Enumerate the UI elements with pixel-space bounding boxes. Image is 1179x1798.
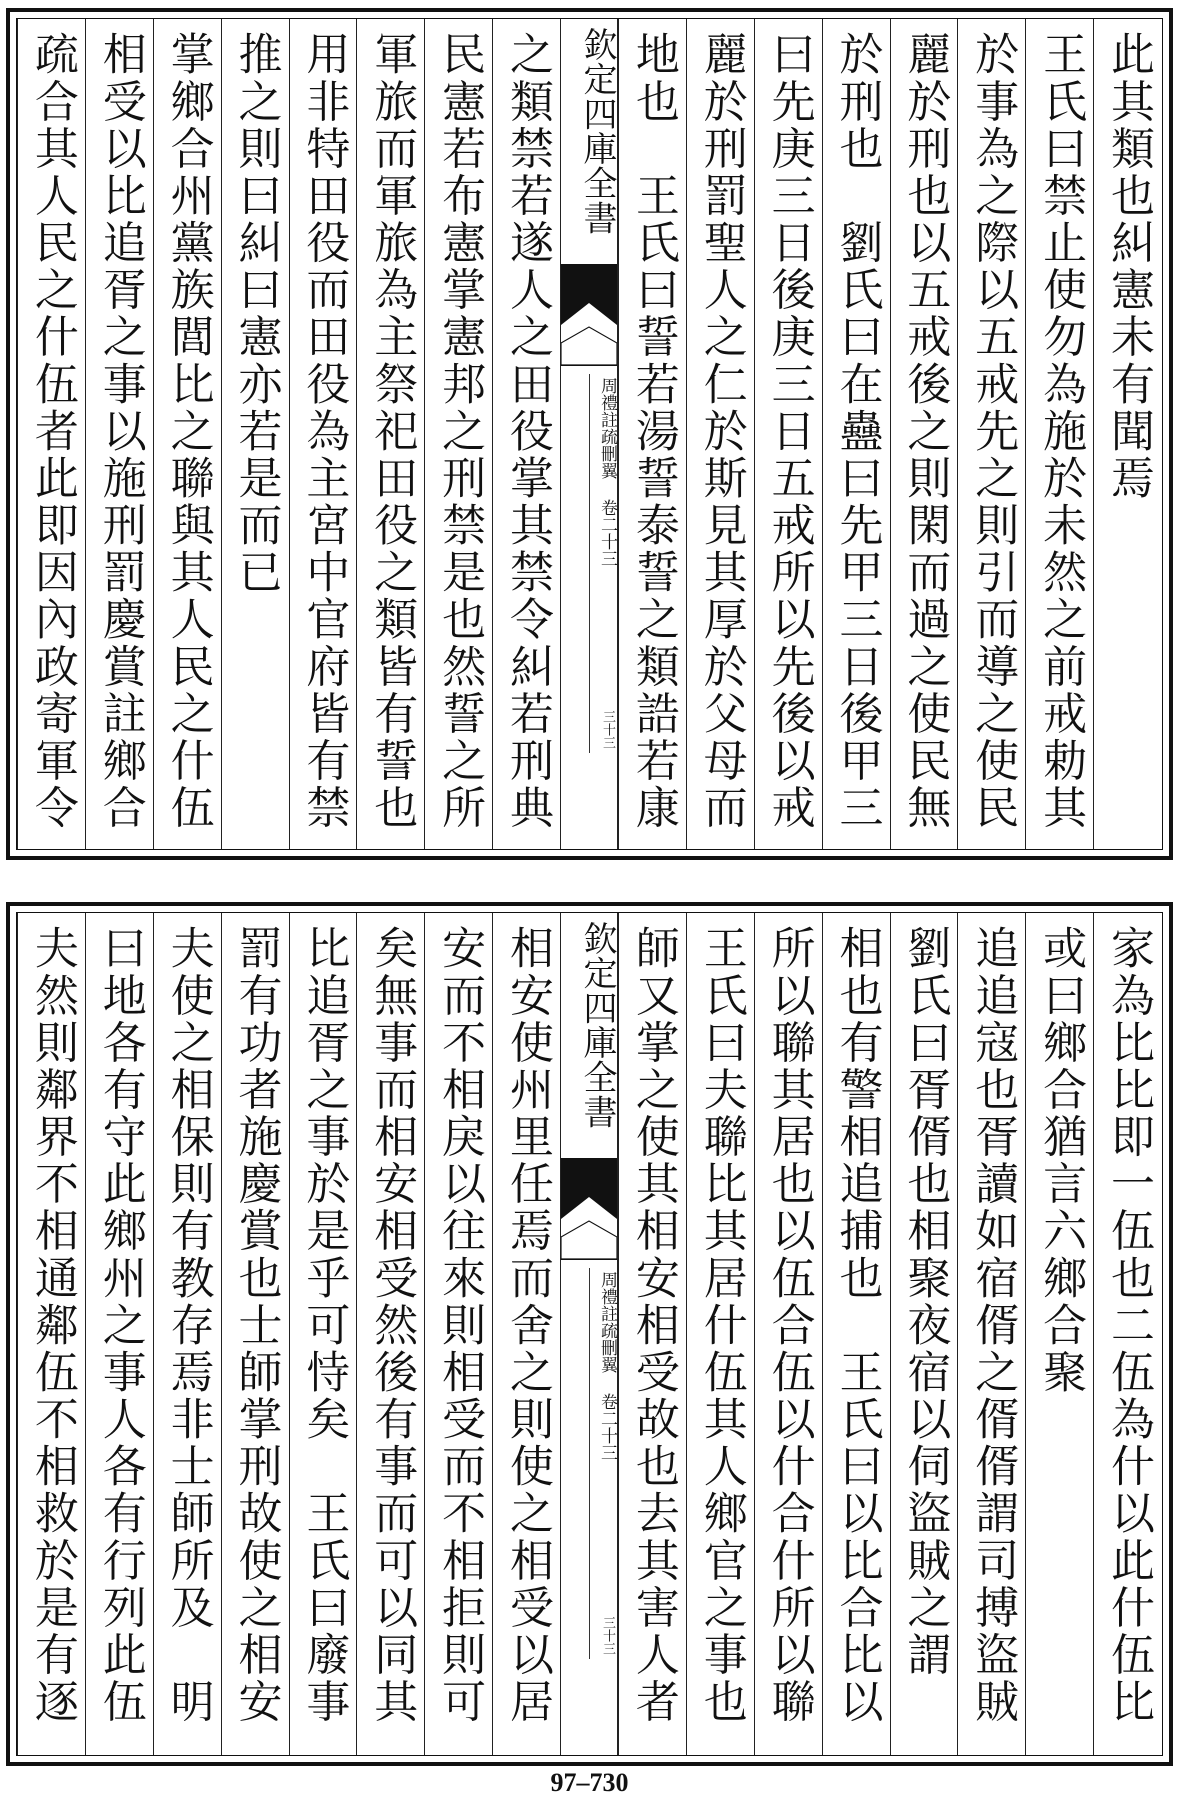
upper-page-frame: [16, 18, 1163, 850]
lower-text-column-10: 安而不相戾以往來則相受而不相拒則可: [424, 913, 492, 1755]
upper-text-column-8: 地也 王氏曰誓若湯誓泰誓之類誥若康: [618, 19, 686, 849]
lower-text-column-1: 家為比比即一伍也二伍為什以此什伍比: [1093, 913, 1161, 1755]
lower-page-frame: [16, 912, 1163, 1756]
lower-text-column-4: 劉氏曰胥偦也相聚夜宿以伺盜賊之謂: [890, 913, 958, 1755]
lower-banner-title: 欽定四庫全書: [577, 921, 617, 1130]
upper-center-strip: [560, 19, 618, 849]
upper-text-column-6: 曰先庚三日後庚三日五戒所以先後以戒: [754, 19, 822, 849]
upper-folio-number: 三十三: [600, 710, 615, 749]
lower-text-column-9: 相安使州里任焉而舍之則使之相受以居: [492, 913, 560, 1755]
lower-volume-label: 周禮註疏刪翼 卷二十三: [597, 1271, 617, 1461]
lower-text-column-16: 夫然則鄰界不相通鄰伍不相救於是有逐: [17, 913, 85, 1755]
upper-text-column-2: 王氏曰禁止使勿為施於未然之前戒勅其: [1025, 19, 1093, 849]
upper-text-column-12: 用非特田役而田役為主宮中官府皆有禁: [289, 19, 357, 849]
page-number: 97–730: [550, 1768, 629, 1797]
upper-text-column-14: 掌鄉合州黨族閭比之聯與其人民之什伍: [153, 19, 221, 849]
upper-text-column-5: 於刑也 劉氏曰在蠱曰先甲三日後甲三: [822, 19, 890, 849]
upper-fish-tail-mark: [561, 264, 617, 366]
upper-text-column-16: 疏合其人民之什伍者此即因內政寄軍令: [17, 19, 85, 849]
lower-folio-number: 三十三: [600, 1616, 615, 1655]
upper-text-column-1: 此其類也糾憲未有聞焉: [1093, 19, 1161, 849]
lower-text-column-7: 王氏曰夫聯比其居什伍其人鄉官之事也: [686, 913, 754, 1755]
upper-page: [6, 8, 1173, 860]
lower-page: [6, 902, 1173, 1766]
upper-text-column-10: 民憲若布憲掌憲邦之刑禁是也然誓之所: [424, 19, 492, 849]
lower-text-column-11: 矣無事而相安相受然後有事而可以同其: [356, 913, 424, 1755]
lower-center-strip: [560, 913, 618, 1755]
upper-text-column-9: 之類禁若遂人之田役掌其禁令糾若刑典: [492, 19, 560, 849]
lower-text-column-15: 曰地各有守此鄉州之事人各有行列此伍: [85, 913, 153, 1755]
lower-text-column-12: 比追胥之事於是乎可恃矣 王氏曰廢事: [289, 913, 357, 1755]
upper-text-column-3: 於事為之際以五戒先之則引而導之使民: [957, 19, 1025, 849]
upper-center-rule: [589, 374, 590, 753]
upper-banner-title: 欽定四庫全書: [577, 27, 617, 236]
upper-text-column-13: 推之則曰糾曰憲亦若是而已: [221, 19, 289, 849]
lower-text-column-6: 所以聯其居也以伍合伍以什合什所以聯: [754, 913, 822, 1755]
upper-text-column-15: 相受以比追胥之事以施刑罰慶賞註鄉合: [85, 19, 153, 849]
upper-text-column-4: 麗於刑也以五戒後之則閑而過之使民無: [890, 19, 958, 849]
upper-volume-label: 周禮註疏刪翼 卷二十三: [597, 377, 617, 567]
lower-text-column-2: 或曰鄉合猶言六鄉合聚: [1025, 913, 1093, 1755]
lower-text-column-14: 夫使之相保則有教存焉非士師所及 明: [153, 913, 221, 1755]
upper-text-column-11: 軍旅而軍旅為主祭祀田役之類皆有誓也: [356, 19, 424, 849]
lower-text-column-3: 追追寇也胥讀如宿偦之偦偦謂司搏盜賊: [957, 913, 1025, 1755]
lower-center-rule: [589, 1268, 590, 1659]
lower-text-column-5: 相也有警相追捕也 王氏曰以比合比以: [822, 913, 890, 1755]
lower-text-column-13: 罰有功者施慶賞也士師掌刑故使之相安: [221, 913, 289, 1755]
upper-text-column-7: 麗於刑罰聖人之仁於斯見其厚於父母而: [686, 19, 754, 849]
lower-text-column-8: 師又掌之使其相安相受故也去其害人者: [618, 913, 686, 1755]
lower-fish-tail-mark: [561, 1158, 617, 1260]
